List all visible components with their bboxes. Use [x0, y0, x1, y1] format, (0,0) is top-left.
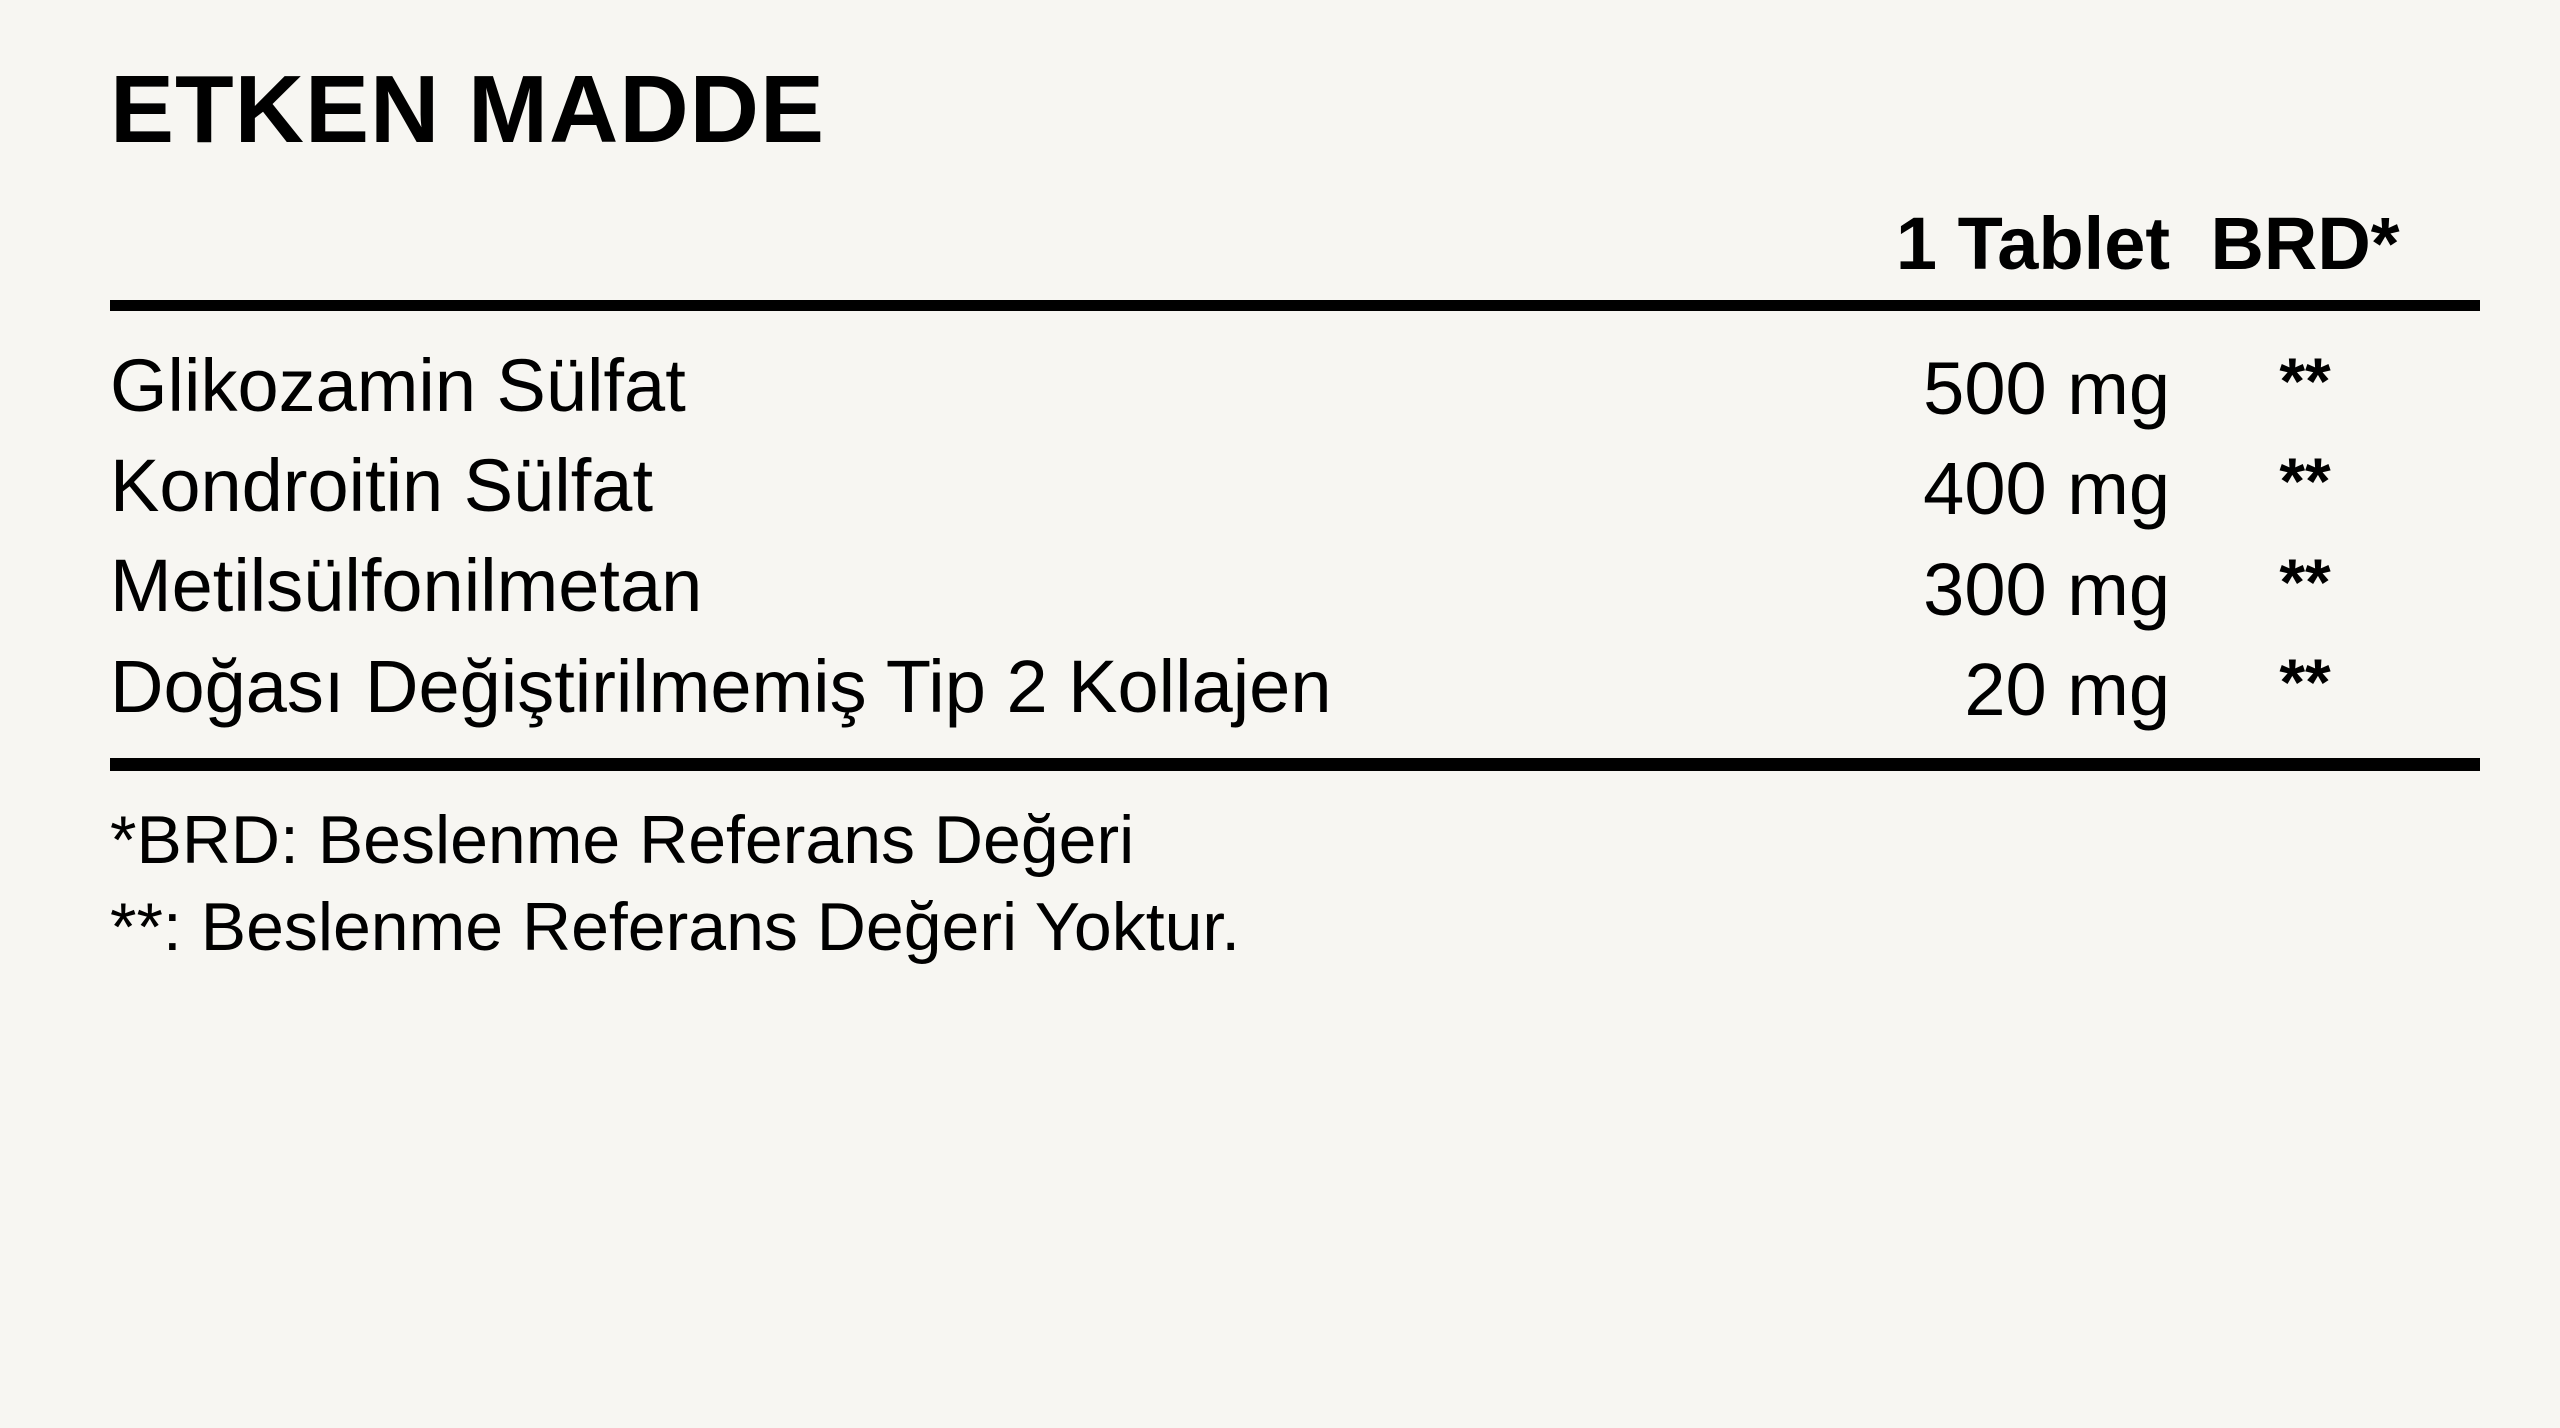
- column-header-amount: 1 Tablet: [1895, 201, 2170, 285]
- row-brd: **: [2279, 544, 2331, 619]
- column-header-name: [110, 201, 1750, 300]
- header-rule-row: [110, 300, 2480, 337]
- table-row: [110, 437, 2480, 537]
- footnote-brd-none: **: Beslenme Referans Değeri Yoktur.: [110, 888, 1241, 965]
- row-name: Metilsülfonilmetan: [110, 544, 703, 628]
- row-brd: **: [2279, 644, 2331, 719]
- table-body: [110, 337, 2480, 771]
- row-amount: 20 mg: [1964, 647, 2170, 731]
- footer-rule: [110, 758, 2480, 771]
- header-rule-cell: [110, 300, 2480, 337]
- row-name: Glikozamin Sülfat: [110, 343, 686, 427]
- table-row: [110, 638, 2480, 738]
- footer-rule-row: [110, 738, 2480, 771]
- header-rule-spacer: [110, 311, 2480, 337]
- row-name: Kondroitin Sülfat: [110, 444, 654, 528]
- column-header-brd: BRD*: [2210, 201, 2400, 285]
- table-row: [110, 537, 2480, 637]
- table-row: [110, 337, 2480, 437]
- footer-rule-spacer: [110, 738, 2480, 758]
- row-amount: 500 mg: [1923, 347, 2170, 431]
- row-brd: **: [2279, 344, 2331, 419]
- footnote-brd-definition: *BRD: Beslenme Referans Değeri: [110, 801, 1135, 878]
- row-amount: 400 mg: [1923, 447, 2170, 531]
- ingredient-table: [110, 201, 2480, 771]
- row-brd: **: [2279, 444, 2331, 519]
- footnotes: [110, 797, 2480, 971]
- row-name: Doğası Değiştirilmemiş Tip 2 Kollajen: [110, 644, 1332, 728]
- table-header-row: [110, 201, 2480, 300]
- header-rule: [110, 300, 2480, 311]
- row-amount: 300 mg: [1923, 547, 2170, 631]
- page-title: ETKEN MADDE: [110, 56, 826, 163]
- footer-rule-cell: [110, 738, 2480, 771]
